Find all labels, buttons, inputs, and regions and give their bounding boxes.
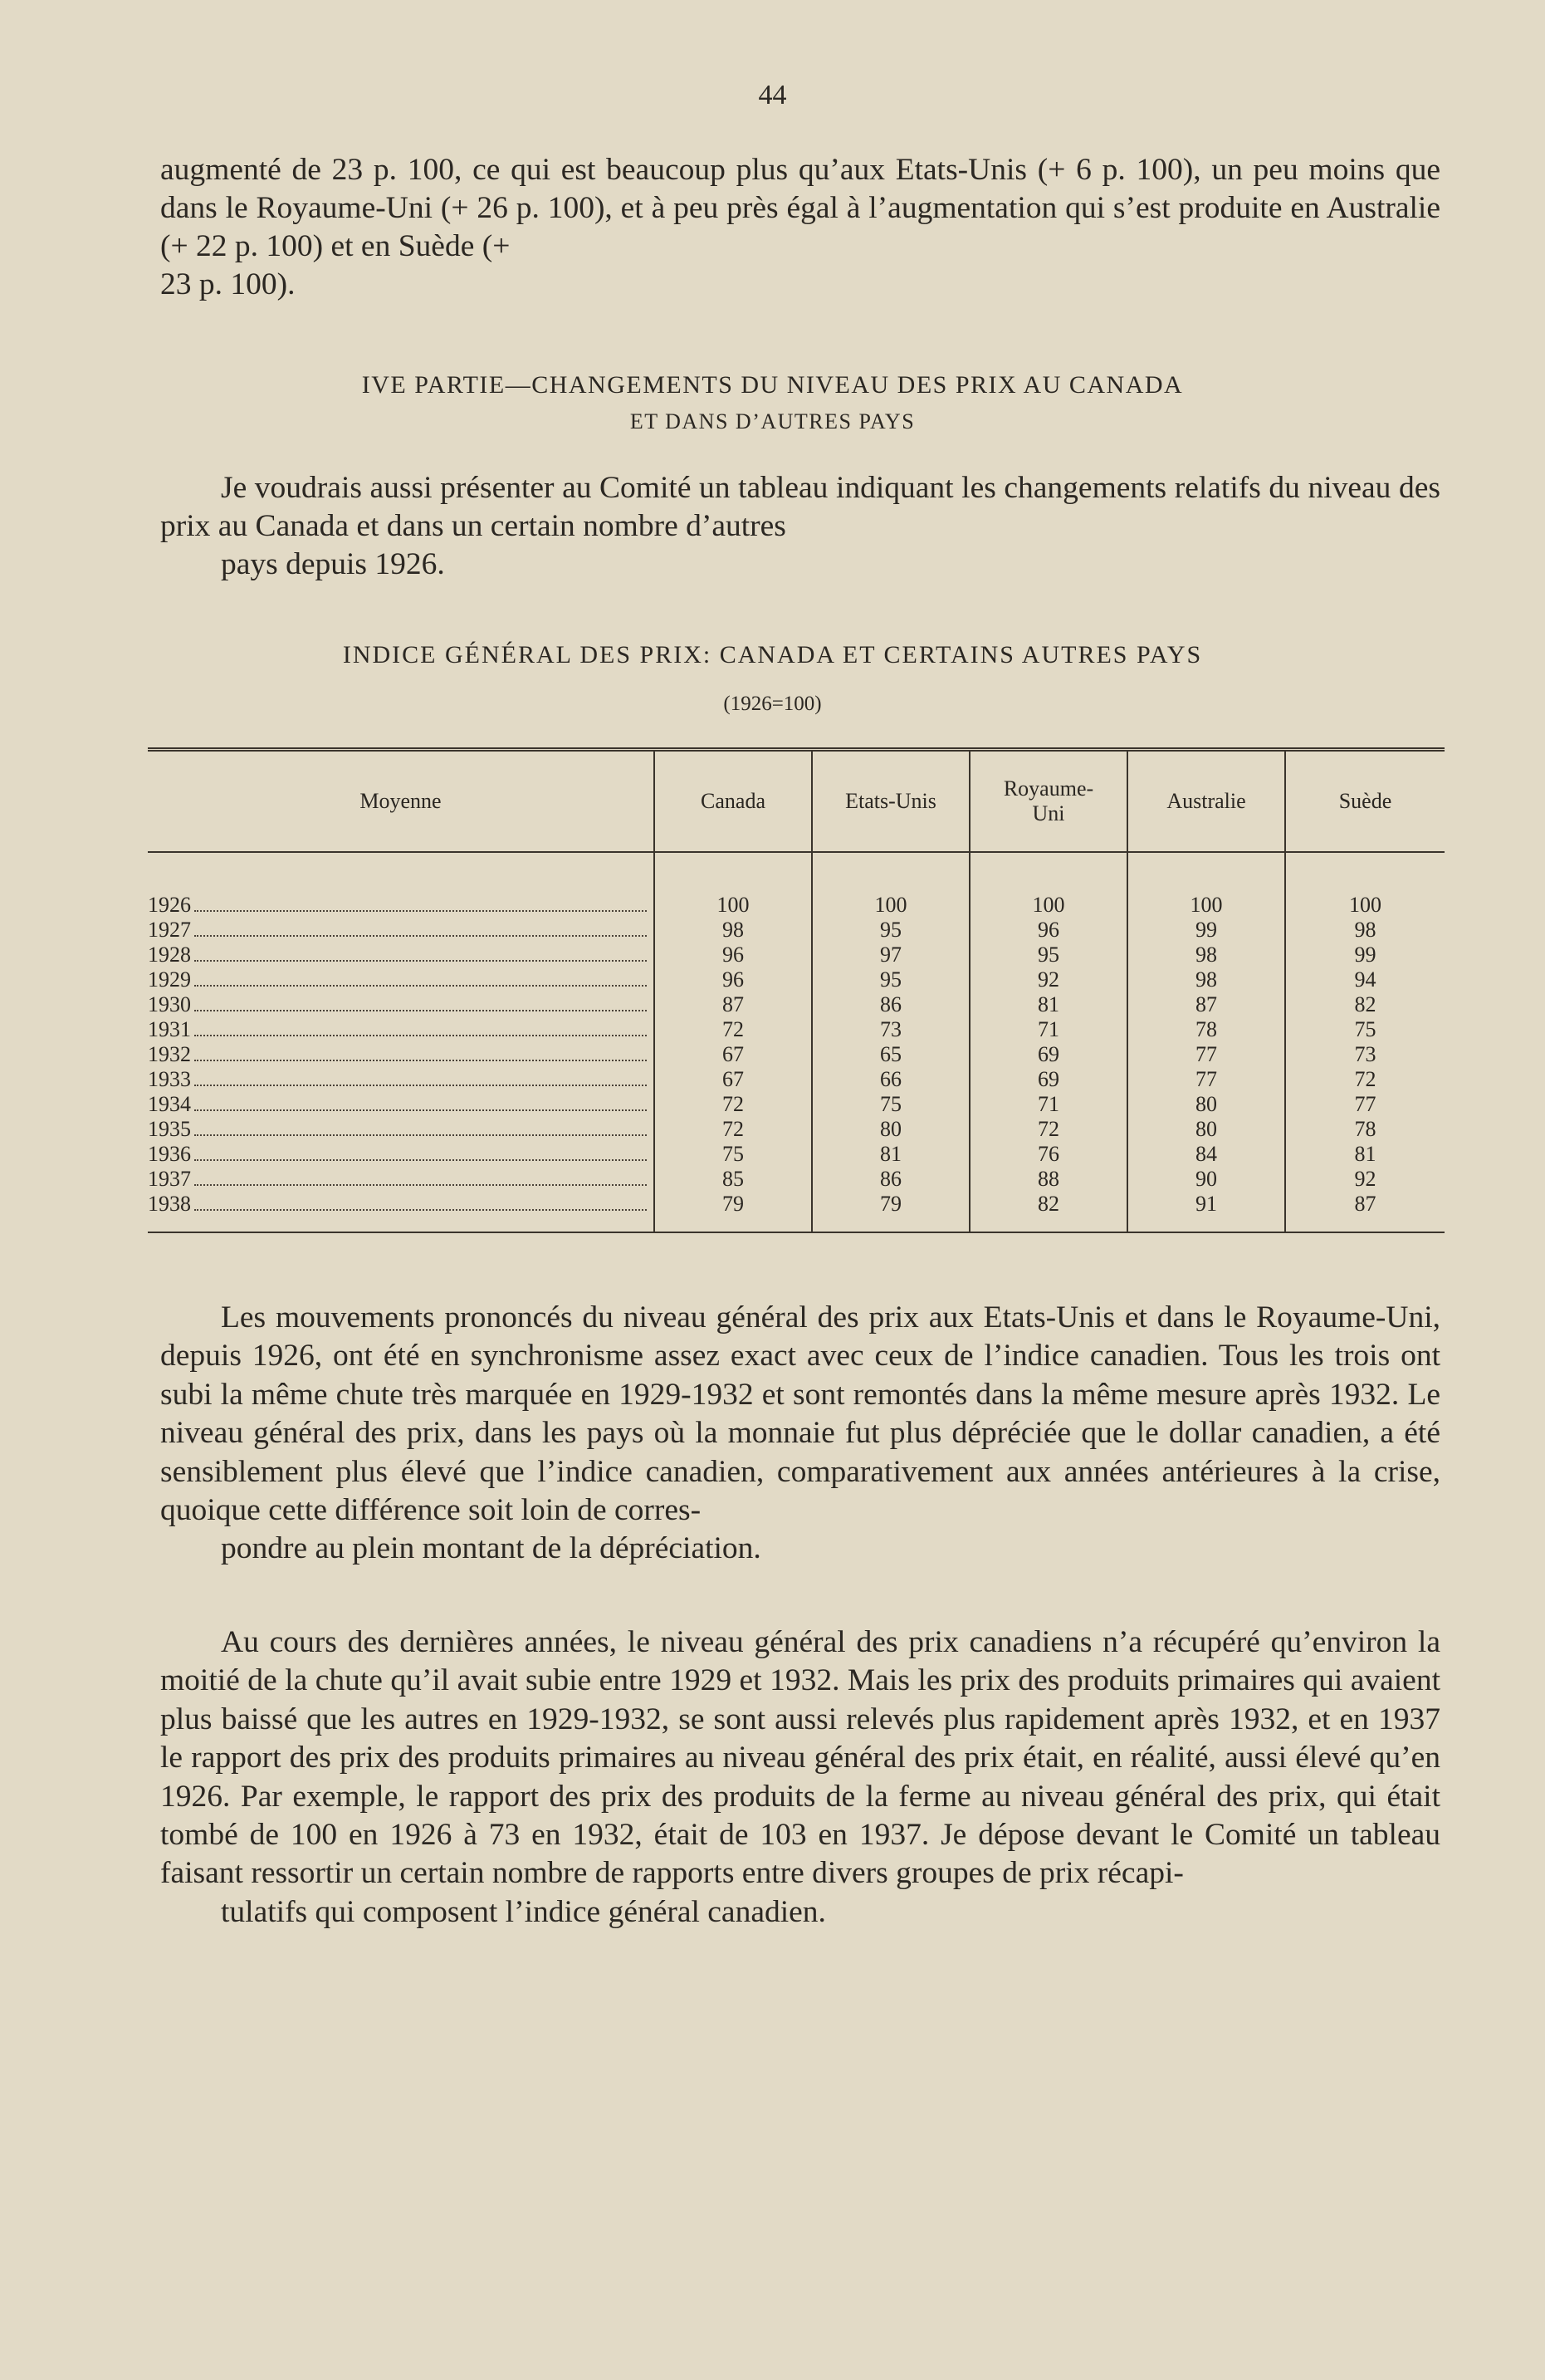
year-label: 1928 <box>148 943 191 967</box>
year-label: 1938 <box>148 1192 191 1216</box>
index-value-cell: 99 <box>1127 918 1285 943</box>
year-cell <box>148 1192 654 1232</box>
dot-leader <box>194 1159 647 1161</box>
column-header: Etats-Unis <box>812 750 970 853</box>
index-value-cell: 77 <box>1285 1092 1445 1117</box>
paragraph-2-last-line: pays depuis 1926. <box>221 547 445 581</box>
table-subtitle: (1926=100) <box>723 693 822 715</box>
index-value-cell: 100 <box>970 852 1127 918</box>
index-value-cell: 72 <box>654 1117 812 1142</box>
table-row <box>148 967 1445 992</box>
index-value-cell: 100 <box>654 852 812 918</box>
index-value-cell: 75 <box>654 1142 812 1167</box>
index-value-cell: 81 <box>1285 1142 1445 1167</box>
index-value-cell: 80 <box>1127 1092 1285 1117</box>
year-label: 1927 <box>148 918 191 942</box>
index-value-cell: 78 <box>1127 1017 1285 1042</box>
index-value-cell: 91 <box>1127 1192 1285 1232</box>
paragraph-1 <box>160 151 1440 304</box>
section-heading-line-2: ET DANS D’AUTRES PAYS <box>629 409 916 433</box>
dot-leader <box>194 935 647 937</box>
index-value-cell: 71 <box>970 1092 1127 1117</box>
table-row <box>148 918 1445 943</box>
paragraph-2-body: Je voudrais aussi présenter au Comité un tableau indiquant les changements relatifs du niveau des prix au Canada et dans un certain nombre d’autres <box>160 471 1440 543</box>
paragraph-4-last-line: tulatifs qui composent l’indice général canadien. <box>221 1894 826 1929</box>
year-cell <box>148 992 654 1017</box>
index-value-cell: 87 <box>1285 1192 1445 1232</box>
index-value-cell: 97 <box>812 943 970 967</box>
index-value-cell: 77 <box>1127 1042 1285 1067</box>
year-cell <box>148 1167 654 1192</box>
year-label: 1926 <box>148 893 191 917</box>
index-value-cell: 80 <box>1127 1117 1285 1142</box>
index-value-cell: 98 <box>1127 967 1285 992</box>
index-value-cell: 98 <box>654 918 812 943</box>
index-value-cell: 72 <box>654 1017 812 1042</box>
index-value-cell: 84 <box>1127 1142 1285 1167</box>
dot-leader <box>194 1060 647 1061</box>
year-cell <box>148 967 654 992</box>
index-value-cell: 95 <box>812 918 970 943</box>
index-value-cell: 92 <box>1285 1167 1445 1192</box>
paragraph-3-last-line: pondre au plein montant de la dépréciation. <box>221 1531 761 1566</box>
column-header: Suède <box>1285 750 1445 853</box>
index-value-cell: 95 <box>970 943 1127 967</box>
year-label: 1936 <box>148 1142 191 1166</box>
dot-leader <box>194 1035 647 1036</box>
table-row <box>148 1042 1445 1067</box>
dot-leader <box>194 1184 647 1186</box>
year-cell <box>148 1017 654 1042</box>
index-value-cell: 76 <box>970 1142 1127 1167</box>
index-value-cell: 79 <box>654 1192 812 1232</box>
year-label: 1937 <box>148 1167 191 1191</box>
year-cell <box>148 1067 654 1092</box>
year-cell <box>148 1042 654 1067</box>
year-cell <box>148 1092 654 1117</box>
index-value-cell: 96 <box>970 918 1127 943</box>
year-label: 1930 <box>148 992 191 1016</box>
index-value-cell: 67 <box>654 1067 812 1092</box>
year-label: 1931 <box>148 1017 191 1041</box>
year-cell <box>148 943 654 967</box>
index-value-cell: 65 <box>812 1042 970 1067</box>
index-value-cell: 100 <box>1285 852 1445 918</box>
index-value-cell: 87 <box>1127 992 1285 1017</box>
index-value-cell: 75 <box>1285 1017 1445 1042</box>
table-title: INDICE GÉNÉRAL DES PRIX: CANADA ET CERTAINS AUTRES PAYS <box>342 641 1203 668</box>
index-value-cell: 95 <box>812 967 970 992</box>
index-value-cell: 96 <box>654 967 812 992</box>
index-value-cell: 85 <box>654 1167 812 1192</box>
index-value-cell: 96 <box>654 943 812 967</box>
index-value-cell: 72 <box>970 1117 1127 1142</box>
column-header: Royaume-Uni <box>970 750 1127 853</box>
year-label: 1935 <box>148 1117 191 1141</box>
index-value-cell: 82 <box>970 1192 1127 1232</box>
table-row <box>148 1167 1445 1192</box>
column-header: Australie <box>1127 750 1285 853</box>
index-value-cell: 82 <box>1285 992 1445 1017</box>
year-cell <box>148 1142 654 1167</box>
table-row <box>148 1117 1445 1142</box>
dot-leader <box>194 1134 647 1136</box>
dot-leader <box>194 1010 647 1011</box>
page-number: 44 <box>758 80 787 110</box>
paragraph-3-body: Les mouvements prononcés du niveau général des prix aux Etats-Unis et dans le Royaume-Uni, depuis 1926, ont été en synchronisme assez exact avec ceux de l’indice canadien. Tous les trois ont subi la même chute très marquée en 1929-1932 et sont remontés dans la même mesure après 1932. Le niveau général des prix, dans les pays où la monnaie fut plus dépréciée que le dollar canadien, a été sensiblement plus élevé que l’indice canadien, comparativement aux années antérieures à la crise, quoique cette différence soit loin de corres- <box>160 1300 1440 1528</box>
index-value-cell: 87 <box>654 992 812 1017</box>
year-label: 1934 <box>148 1092 191 1116</box>
index-value-cell: 86 <box>812 1167 970 1192</box>
index-value-cell: 78 <box>1285 1117 1445 1142</box>
dot-leader <box>194 1109 647 1111</box>
table-row <box>148 1017 1445 1042</box>
year-cell <box>148 852 654 918</box>
index-value-cell: 69 <box>970 1067 1127 1092</box>
index-value-cell: 69 <box>970 1042 1127 1067</box>
dot-leader <box>194 985 647 987</box>
paragraph-2 <box>160 469 1440 584</box>
index-value-cell: 99 <box>1285 943 1445 967</box>
paragraph-4-body: Au cours des dernières années, le niveau général des prix canadiens n’a récupéré qu’environ la moitié de la chute qu’il avait subie entre 1929 et 1932. Mais les prix des produits primaires qui avaient plus baissé que les autres en 1929-1932, se sont aussi relevés plus rapidement après 1932, et en 1937 le rapport des prix des produits primaires au niveau général des prix était, en réalité, aussi élevé qu’en 1926. Par exemple, le rapport des prix des produits de la ferme au niveau général des prix, qui était tombé de 100 en 1926 à 73 en 1932, était de 103 en 1937. Je dépose devant le Comité un tableau faisant ressortir un certain nombre de rapports entre divers groupes de prix récapi- <box>160 1625 1440 1891</box>
column-header: Moyenne <box>359 789 442 813</box>
table-row <box>148 1192 1445 1232</box>
index-value-cell: 73 <box>1285 1042 1445 1067</box>
year-cell <box>148 918 654 943</box>
table-row <box>148 943 1445 967</box>
table-body <box>148 852 1445 1232</box>
year-cell <box>148 1117 654 1142</box>
dot-leader <box>194 910 647 912</box>
index-value-cell: 73 <box>812 1017 970 1042</box>
index-value-cell: 71 <box>970 1017 1127 1042</box>
year-label: 1932 <box>148 1042 191 1066</box>
index-value-cell: 94 <box>1285 967 1445 992</box>
index-value-cell: 81 <box>970 992 1127 1017</box>
price-index-table <box>148 747 1445 1233</box>
paragraph-1-body: augmenté de 23 p. 100, ce qui est beaucoup plus qu’aux Etats-Unis (+ 6 p. 100), un peu moins que dans le Royaume-Uni (+ 26 p. 100), et à peu près égal à l’augmentation qui s’est produite en Australie (+ 22 p. 100) et en Suède (+ <box>160 153 1440 263</box>
index-value-cell: 72 <box>654 1092 812 1117</box>
index-value-cell: 75 <box>812 1092 970 1117</box>
index-value-cell: 98 <box>1285 918 1445 943</box>
index-value-cell: 80 <box>812 1117 970 1142</box>
index-value-cell: 81 <box>812 1142 970 1167</box>
dot-leader <box>194 1085 647 1086</box>
index-value-cell: 66 <box>812 1067 970 1092</box>
index-value-cell: 98 <box>1127 943 1285 967</box>
index-value-cell: 100 <box>812 852 970 918</box>
table-row <box>148 1067 1445 1092</box>
table-header-row <box>148 750 1445 853</box>
index-value-cell: 77 <box>1127 1067 1285 1092</box>
paragraph-4 <box>160 1623 1440 1932</box>
table-row <box>148 992 1445 1017</box>
index-value-cell: 67 <box>654 1042 812 1067</box>
index-value-cell: 79 <box>812 1192 970 1232</box>
column-header: Canada <box>654 750 812 853</box>
table-row <box>148 1092 1445 1117</box>
index-value-cell: 86 <box>812 992 970 1017</box>
year-label: 1933 <box>148 1067 191 1091</box>
year-label: 1929 <box>148 967 191 992</box>
section-heading-line-1: IVE PARTIE—CHANGEMENTS DU NIVEAU DES PRIX AU CANADA <box>361 371 1184 399</box>
paragraph-1-last-line: 23 p. 100). <box>160 267 296 301</box>
paragraph-3 <box>160 1299 1440 1569</box>
index-value-cell: 100 <box>1127 852 1285 918</box>
index-value-cell: 72 <box>1285 1067 1445 1092</box>
index-value-cell: 92 <box>970 967 1127 992</box>
dot-leader <box>194 1209 647 1211</box>
index-value-cell: 88 <box>970 1167 1127 1192</box>
table-row <box>148 1142 1445 1167</box>
table-row <box>148 852 1445 918</box>
index-value-cell: 90 <box>1127 1167 1285 1192</box>
dot-leader <box>194 960 647 962</box>
